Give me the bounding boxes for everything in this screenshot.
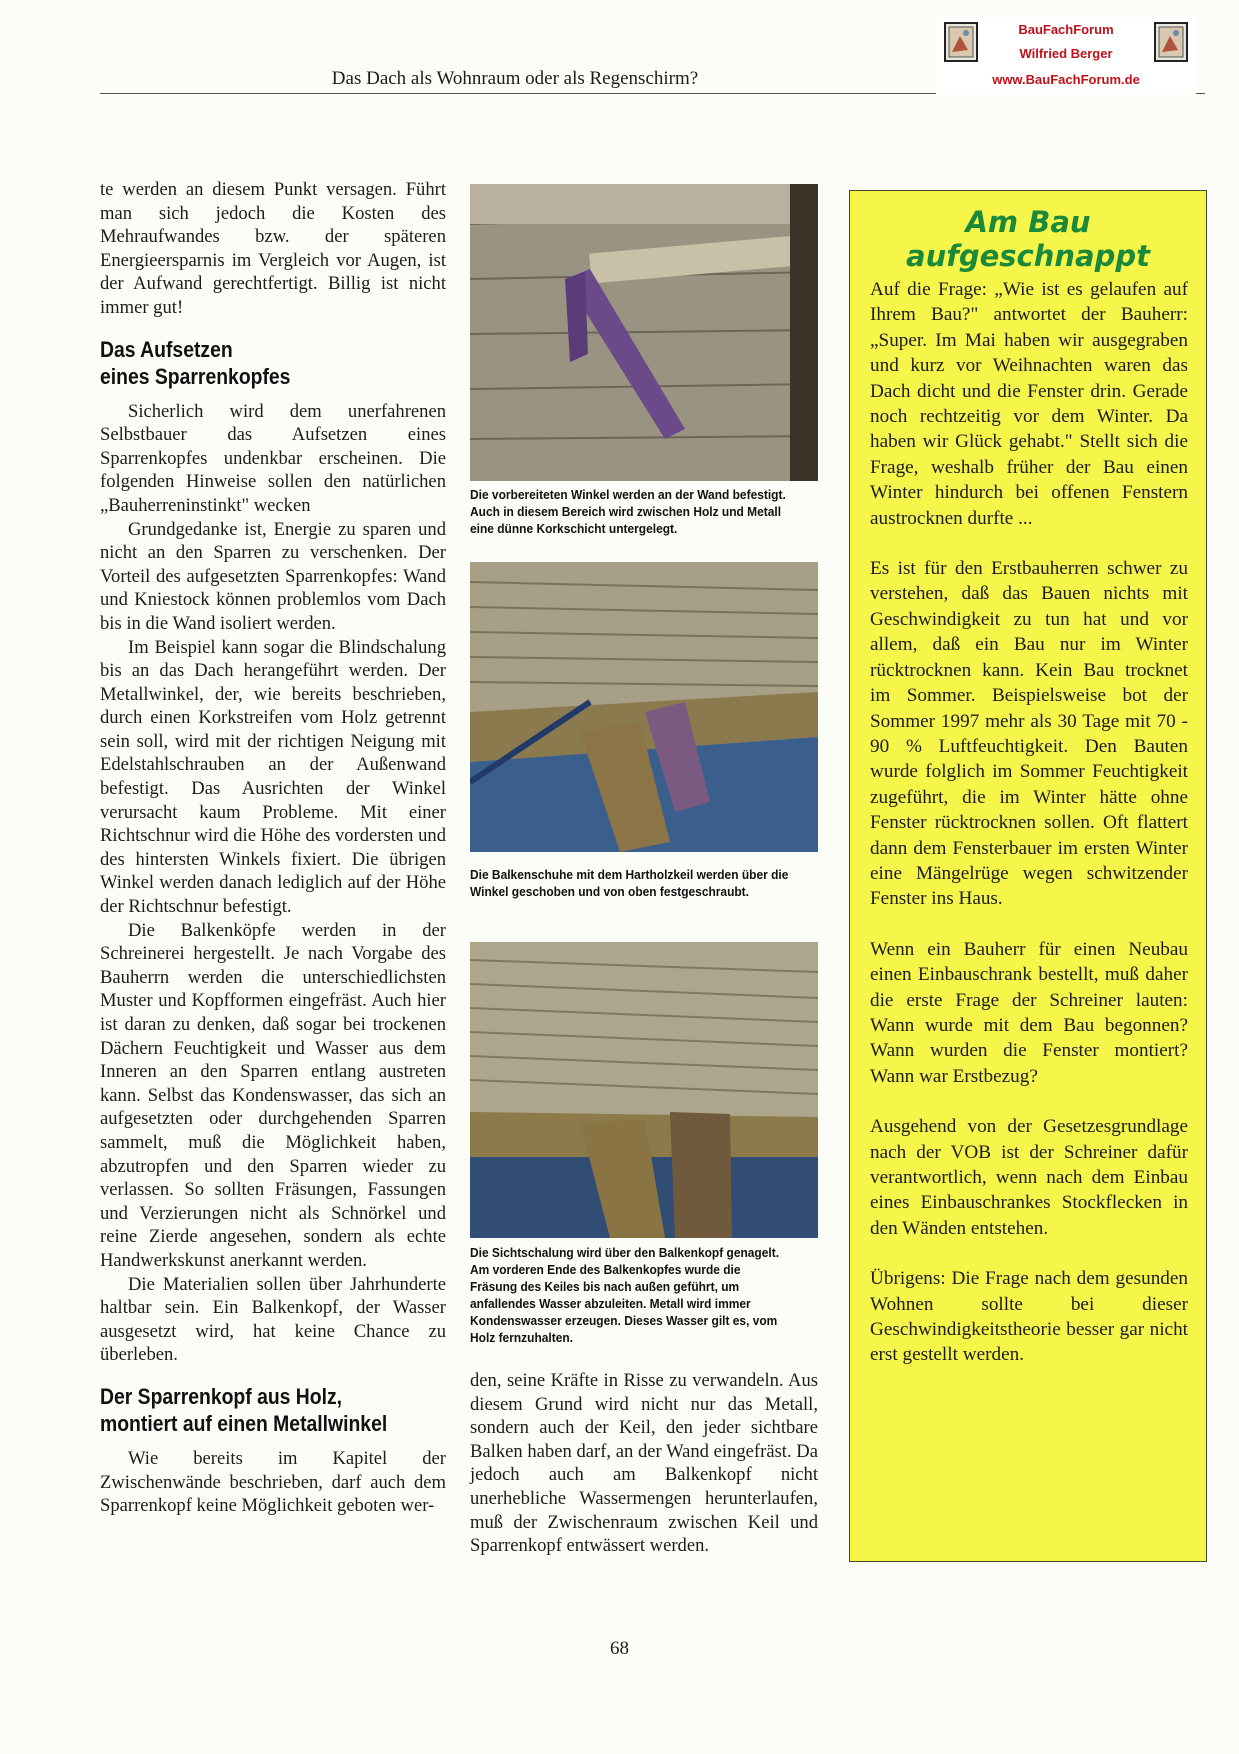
running-title: Das Dach als Wohnraum oder als Regenschirm? [331, 68, 699, 89]
photo-caption: Die Sichtschalung wird über den Balkenkopf genagelt. Am vorderen Ende des Balkenkopfes wurde die Fräsung des Keiles bis nach außen geführt, um anfallendes Wasser abzuleiten. Metall wird immer Kondenswasser erzeugen. Dieses Wasser gilt es, vom Holz fernzuhalten. [470, 1245, 780, 1345]
paragraph: Im Beispiel kann sogar die Blindschalung bis an das Dach herangeführt werden. Der Metallwinkel, der, wie bereits beschrieben, durch einen Korkstreifen vom Holz getrennt sein soll, wird mit der richtigen Neigung mit Edelstahlschrauben an der Außenwand befestigt. Das Ausrichten der Winkel verursacht kaum Probleme. Mit einer Richtschnur wird die Höhe des vordersten und des hintersten Winkels fixiert. Die übrigen Winkel werden danach lediglich auf der Höhe der Richtschnur befestigt. [100, 636, 446, 918]
paragraph: den, seine Kräfte in Risse zu verwandeln. Aus diesem Grund wird nicht nur das Metall, sondern auch der Keil, den jeder sichtbare Balken haben darf, an der Wand eingefräst. Da jedoch auch am Balkenkopf nicht unerhebliche Wassermengen herunterlaufen, muß der Zwischenraum zwischen Keil und Sparrenkopf entwässert werden. [470, 1370, 818, 1557]
sidebar-paragraph: Es ist für den Erstbauherren schwer zu verstehen, daß das Bauen nichts mit Geschwindigkeit zu tun hat und vor allem, daß ein Bau nur im Winter rücktrocknen kann. Kein Bau trocknet im Sommer. Beispielsweise bot der Sommer 1997 mehr als 30 Tage mit 70 - 90 % Luftfeuchtigkeit. Den Bauten wurde folglich im Sommer Feuchtigkeit zugeführt, die im Winter hätte ohne Fenster rücktrocknen sollen. Oft flattert dann dem Fensterbauer im ersten Winter eine Mängelrüge wegen schwitzender Fenster ins Haus. [870, 558, 1188, 910]
main-text-column [100, 178, 446, 1518]
continued-text [470, 1369, 818, 1558]
sidebar-paragraph: Auf die Frage: „Wie ist es gelaufen auf Ihrem Bau?" antwortet der Bauherr: „Super. Im Mai haben wir ausgegraben und kurz vor Weihnachten waren das Dach dicht und die Fenster drin. Gerade noch rechtzeitig vor dem Winter. Da haben wir Glück gehabt." Stellt sich die Frage, weshalb früher der Bau einen Winter hindurch bei offenen Fenstern austrocknen durfte ... [870, 279, 1188, 529]
section-heading [100, 336, 443, 390]
page-number: 68 [610, 1638, 629, 1659]
sidebar-title: Am Bau aufgeschnappt [906, 205, 1150, 273]
heading-line: montiert auf einen Metallwinkel [100, 1410, 388, 1436]
photo-metal-brackets-on-wall [470, 184, 818, 481]
heading-line: Das Aufsetzen [100, 336, 233, 362]
logo-url-link[interactable]: www.BauFachForum.de [992, 72, 1140, 87]
paragraph: te werden an diesem Punkt versagen. Führt man sich jedoch die Kosten des Mehraufwandes bzw. der späteren Energieersparnis im Vergleich vor Augen, ist der Aufwand gerechtfertigt. Billig ist nicht immer gut! [100, 179, 446, 318]
sidebar-paragraph: Wenn ein Bauherr für einen Neubau einen Einbauschrank bestellt, muß daher die erste Frage der Schreiner lauten: Wann wurde mit dem Bau begonnen? Wann wurden die Fenster montiert? Wann war Erstbezug? [870, 938, 1188, 1087]
logo-picture-icon [944, 22, 978, 62]
sidebar-paragraph: Ausgehend von der Gesetzesgrundlage nach der VOB ist der Schreiner dafür verantwortlich, wenn nach dem Einbau eines Einbauschrankes Stockflecken in den Wänden entstehen. [870, 1116, 1188, 1239]
photo-beam-shoes-with-wedge [470, 562, 818, 852]
paragraph: Grundgedanke ist, Energie zu sparen und nicht an den Sparren zu verschenken. Der Vorteil des aufgesetzten Sparrenkopfes: Wand und Kniestock können problemlos vom Dach bis in die Wand isoliert werden. [100, 518, 446, 634]
logo-name: BauFachForum [1018, 22, 1114, 37]
heading-line: eines Sparrenkopfes [100, 363, 291, 389]
paragraph: Die Materialien sollen über Jahrhunderte haltbar sein. Ein Balkenkopf, der Wasser ausgesetzt wird, hat keine Chance zu überleben. [100, 1273, 446, 1366]
section-heading [100, 1383, 443, 1437]
logo-author: Wilfried Berger [1019, 46, 1113, 61]
sidebar-paragraph: Übrigens: Die Frage nach dem gesunden Wohnen sollte bei dieser Geschwindigkeitstheorie besser gar nicht erst gestellt werden. [870, 1268, 1188, 1366]
sidebar-body [870, 277, 1188, 1393]
paragraph: Die Balkenköpfe werden in der Schreinerei hergestellt. Je nach Vorgabe des Bauherrn werden die unterschiedlichsten Muster und Kopfformen eingefräst. Auch hier ist daran zu denken, daß sogar bei trockenen Dächern Feuchtigkeit und Wasser aus dem Inneren an den Sparren entlang austreten kann. Selbst das Kondenswasser, das sich an aufgesetzten oder durchgehenden Sparren sammelt, muß die Möglichkeit haben, abzutropfen und den Sparren wieder zu verlassen. So sollten Fräsungen, Fassungen und Verzierungen nicht als Schnörkel und reine Zierde angesehen, sondern als echte Handwerkskunst anerkannt werden. [100, 919, 446, 1271]
photo-caption: Die vorbereiteten Winkel werden an der Wand befestigt. Auch in diesem Bereich wird zwischen Holz und Metall eine dünne Korkschicht untergelegt. [470, 487, 786, 536]
paragraph: Wie bereits im Kapitel der Zwischenwände beschrieben, darf auch dem Sparrenkopf keine Möglichkeit geboten wer- [100, 1447, 446, 1517]
heading-line: Der Sparrenkopf aus Holz, [100, 1383, 343, 1409]
baufachforum-logo[interactable] [936, 18, 1196, 94]
paragraph: Sicherlich wird dem unerfahrenen Selbstbauer das Aufsetzen eines Sparrenkopfes undenkbar erscheinen. Die folgenden Hinweise sollen den natürlichen „Bauherreninstinkt" wecken [100, 400, 446, 516]
logo-picture-icon [1154, 22, 1188, 62]
photo-visible-boarding-over-beam [470, 942, 818, 1238]
sidebar-box-am-bau-aufgeschnappt [849, 190, 1207, 1562]
photo-caption: Die Balkenschuhe mit dem Hartholzkeil werden über die Winkel geschoben und von oben festgeschraubt. [470, 867, 789, 899]
